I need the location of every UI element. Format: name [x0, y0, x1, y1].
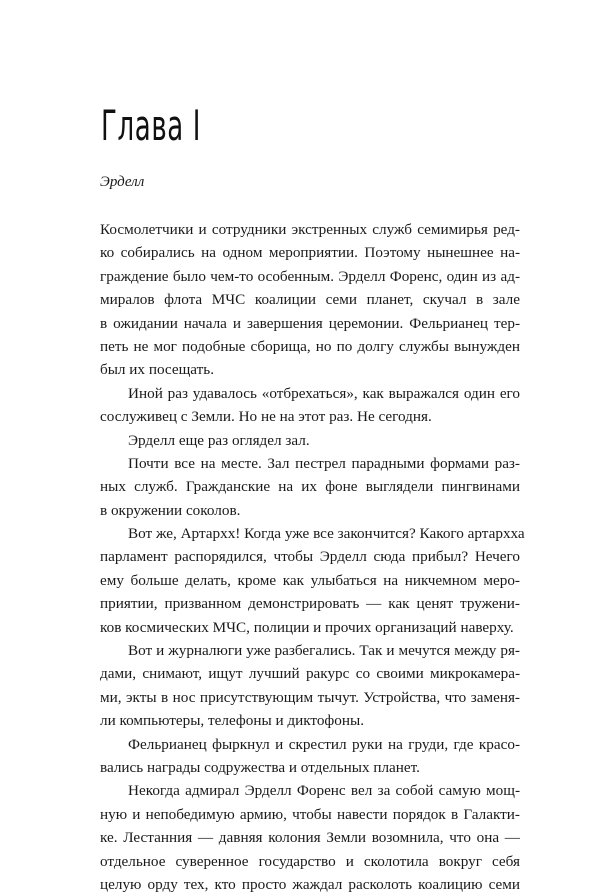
text-line: Некогда адмирал Эрделл Форенс вел за собой самую мощ- — [128, 782, 520, 800]
text-line: приятии, призванном демонстрировать — как ценят тружени- — [100, 595, 520, 613]
text-line: в ожидании начала и завершения церемонии. Фельрианец тер- — [100, 314, 520, 332]
text-line: ную и непобедимую армию, чтобы навести порядок в Галакти- — [100, 805, 520, 823]
chapter-body-text — [100, 218, 525, 896]
text-line: в окружении соколов. — [100, 501, 241, 519]
text-line: сослуживец с Земли. Но не на этот раз. Не сегодня. — [100, 408, 432, 426]
chapter-pov-character: Эрделл — [100, 174, 145, 190]
text-line: ных служб. Гражданские на их фоне выглядели пингвинами — [100, 478, 520, 496]
text-line: Эрделл еще раз оглядел зал. — [128, 431, 310, 449]
text-line: был их посещать. — [100, 361, 214, 379]
text-line: ми, экты в нос присутствующим тычут. Устройства, что заменя- — [100, 688, 520, 706]
text-line: Вот и журналюги уже разбегались. Так и мечутся между ря- — [128, 642, 520, 660]
text-line: целую орду тех, кто просто жаждал расколоть коалицию семи — [100, 875, 520, 893]
text-line: ко собирались на одном мероприятии. Поэтому нынешнее на- — [100, 244, 520, 262]
text-line: парламент распорядился, чтобы Эрделл сюда прибыл? Нечего — [100, 548, 520, 566]
chapter-title: Глава I — [101, 101, 202, 150]
text-line: Фельрианец фыркнул и скрестил руки на груди, где красо- — [128, 735, 520, 753]
text-line: ке. Лестанния — давняя колония Земли возомнила, что она — — [100, 829, 520, 847]
text-line: Почти все на месте. Зал пестрел парадными формами раз- — [128, 454, 520, 472]
text-line: граждение было чем-то особенным. Эрделл Форенс, один из ад- — [100, 267, 520, 285]
text-line: Иной раз удавалось «отбрехаться», как выражался один его — [128, 384, 520, 402]
text-line: Вот же, Артархх! Когда уже все закончится? Какого артархха — [128, 525, 525, 543]
text-line: дами, снимают, ищут лучший ракурс со своими микрокамера- — [100, 665, 520, 683]
text-line: ему больше делать, кроме как улыбаться на никчемном меро- — [100, 571, 520, 589]
text-line: петь не мог подобные сборища, но по долгу службы вынужден — [100, 337, 520, 355]
text-line: ли компьютеры, телефоны и диктофоны. — [100, 712, 364, 730]
text-line: вались награды содружества и отдельных планет. — [100, 758, 420, 776]
text-line: миралов флота МЧС коалиции семи планет, скучал в зале — [100, 291, 520, 309]
text-line: отдельное суверенное государство и сколотила вокруг себя — [100, 852, 520, 870]
text-line: Космолетчики и сотрудники экстренных служб семимирья ред- — [100, 221, 520, 238]
text-line: ков космических МЧС, полиции и прочих организаций наверху. — [100, 618, 514, 636]
